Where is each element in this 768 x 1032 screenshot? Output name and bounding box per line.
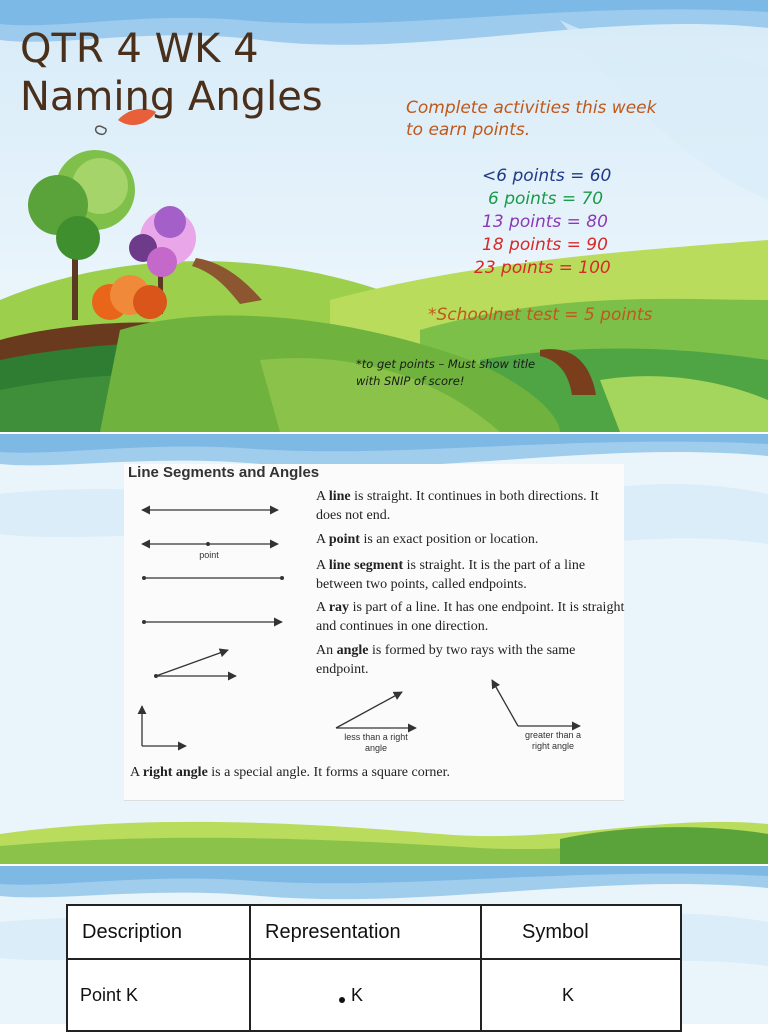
header-representation: Representation (250, 905, 481, 959)
segment-figure (142, 576, 284, 580)
points-item: 6 points = 70 (488, 189, 604, 209)
cell-description: Point K (67, 959, 250, 1031)
points-item: 18 points = 90 (482, 235, 608, 255)
point-figure (142, 542, 278, 546)
cell-representation: K (250, 959, 481, 1031)
schoolnet-text: *Schoolnet test = 5 points (428, 305, 653, 325)
point-label: point (199, 550, 219, 560)
definition-angle: An angle is formed by two rays with the same endpoint. (316, 643, 576, 677)
right-angle-figure (142, 706, 186, 746)
intro-line-2: to earn points. (406, 120, 531, 140)
points-item: <6 points = 60 (482, 166, 612, 186)
worksheet-heading: Line Segments and Angles (128, 464, 320, 481)
intro-line-1: Complete activities this week (406, 98, 657, 118)
acute-angle-figure (336, 692, 416, 728)
header-symbol: Symbol (481, 905, 681, 959)
table-row (67, 959, 681, 1031)
points-item: 23 points = 100 (474, 258, 611, 278)
ray-figure (142, 620, 282, 624)
table-header-row (67, 905, 681, 959)
definition-line-segment: A line segment is straight. It is the part of a line between two points, called endpoints. (316, 558, 586, 592)
header-description: Description (67, 905, 250, 959)
title-line-2: Naming Angles (20, 74, 323, 120)
angle-figure (154, 650, 236, 678)
less-than-label: less than a right angle (344, 732, 408, 753)
definition-point: A point is an exact position or location. (316, 532, 539, 547)
obtuse-angle-figure (492, 680, 580, 726)
points-note: *to get points – Must show title with SNIP of score! (356, 357, 536, 388)
definition-ray: A ray is part of a line. It has one endpoint. It is straight and continues in one direction. (316, 600, 625, 634)
points-item: 13 points = 80 (482, 212, 608, 232)
definition-right-angle: A right angle is a special angle. It forms a square corner. (130, 765, 450, 780)
definitions-worksheet (124, 464, 624, 801)
point-dot-icon (339, 997, 345, 1003)
title-line-1: QTR 4 WK 4 (20, 26, 259, 72)
slide-intro (0, 0, 768, 432)
symbol-table (66, 904, 682, 1032)
greater-than-label: greater than a right angle (524, 730, 582, 751)
cell-symbol: K (481, 959, 681, 1031)
definition-line: A line is straight. It continues in both directions. It does not end. (316, 489, 599, 523)
